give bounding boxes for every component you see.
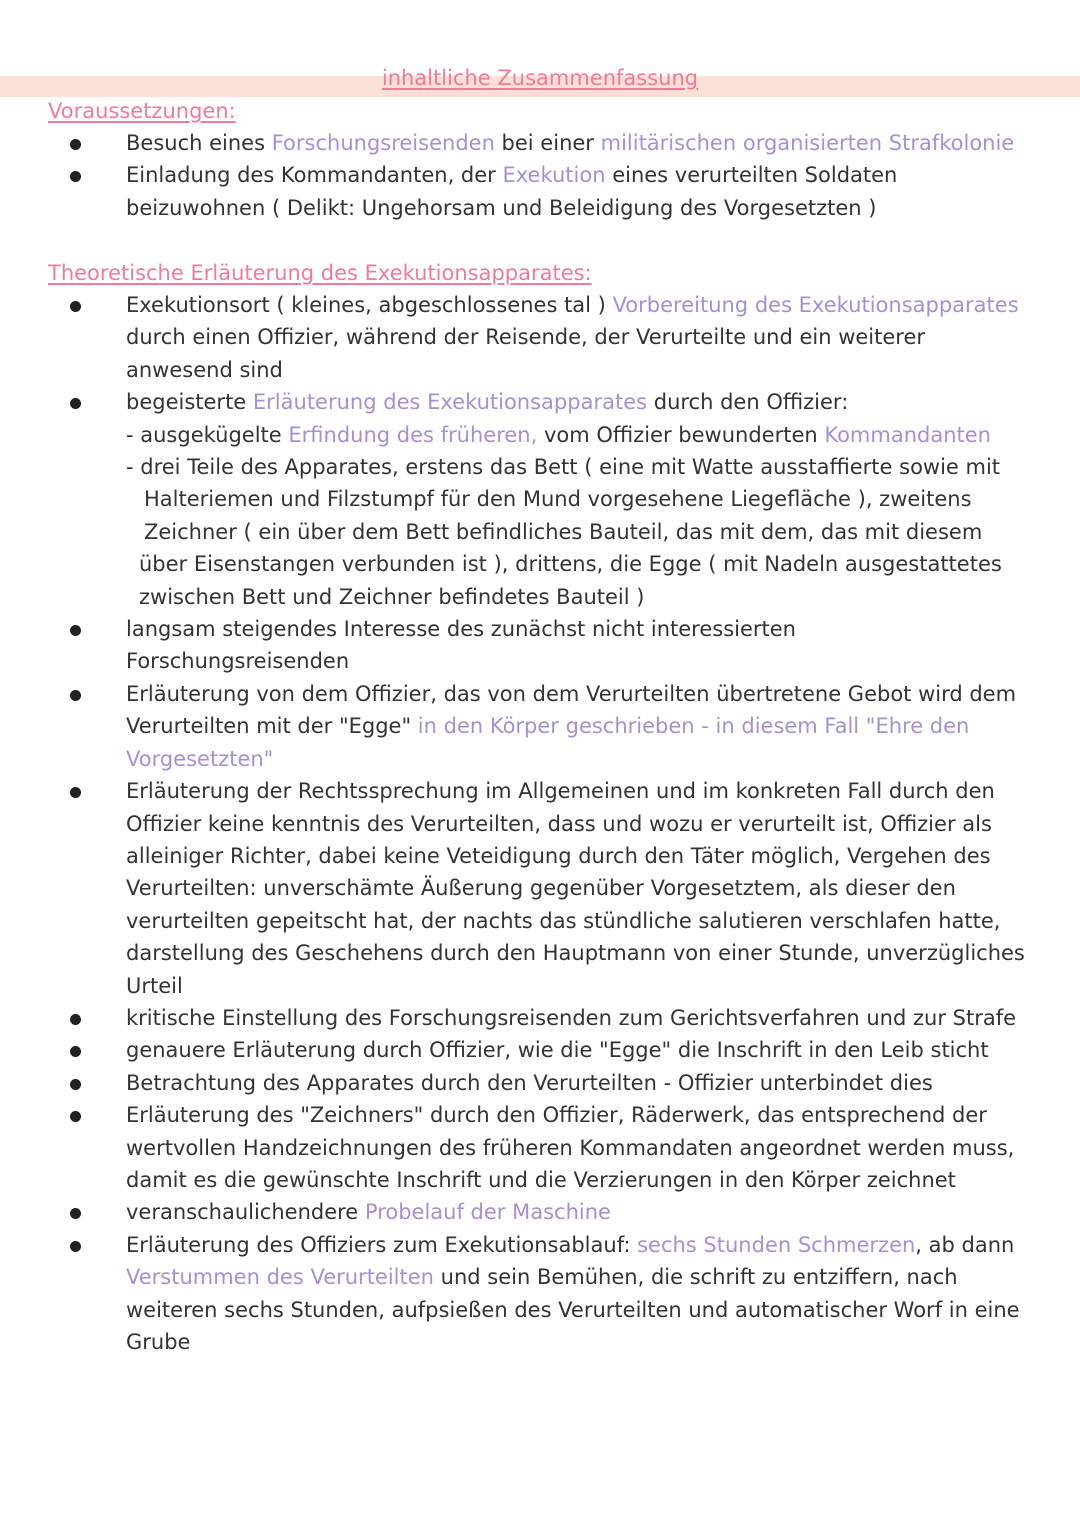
- text-segment: kritische Einstellung des Forschungsreisenden zum Gerichtsverfahren und zur Strafe: [126, 1005, 1017, 1030]
- text-segment: verurteilten gepeitscht hat, der nachts das stündliche salutieren verschlafen hatte,: [126, 908, 1001, 933]
- text-line: [126, 192, 1026, 224]
- text-segment: und sein Bemühen, die schrift zu entziffern, nach: [433, 1265, 958, 1290]
- text-line: [126, 289, 1026, 321]
- text-line: [126, 1261, 1026, 1293]
- text-segment: weiteren sechs Stunden, aufpsießen des Verurteilten und automatischer Worf in eine: [126, 1297, 1020, 1322]
- bullet-icon: [70, 1046, 81, 1057]
- section-heading-voraussetzungen: Voraussetzungen:: [48, 99, 236, 123]
- list-item: [0, 127, 1026, 159]
- text-segment: Forschungsreisenden: [126, 649, 350, 674]
- highlighted-text: militärischen organisierten Strafkolonie: [600, 131, 1015, 155]
- text-segment: Verurteilten mit der "Egge": [126, 714, 418, 739]
- text-segment: darstellung des Geschehens durch den Hauptmann von einer Stunde, unverzügliches: [126, 941, 1025, 966]
- bullet-list-erlaeuterung: [0, 289, 1026, 1358]
- bullet-icon: [70, 139, 81, 150]
- text-line: [126, 1294, 1026, 1326]
- text-line: [126, 1067, 1026, 1099]
- text-line: [126, 775, 1026, 807]
- text-line: [126, 451, 1026, 483]
- list-item: [0, 678, 1026, 775]
- bullet-icon: [70, 690, 81, 701]
- list-item: [0, 775, 1026, 1002]
- text-line: [126, 386, 1026, 418]
- text-segment: durch einen Offizier, während der Reisende, der Verurteilte und ein weiterer: [126, 325, 926, 350]
- text-segment: Einladung des Kommandanten, der: [126, 163, 503, 188]
- highlighted-text: Exekution: [502, 163, 606, 188]
- bullet-icon: [70, 398, 81, 409]
- text-segment: alleiniger Richter, dabei keine Veteidigung durch den Täter möglich, Vergehen des: [126, 843, 991, 868]
- bullet-icon: [70, 1014, 81, 1025]
- text-line: [126, 581, 1026, 613]
- text-segment: langsam steigendes Interesse des zunächst nicht interessierten: [126, 617, 796, 642]
- text-line: [126, 1034, 1026, 1066]
- text-segment: Erläuterung der Rechtssprechung im Allgemeinen und im konkreten Fall durch den: [126, 779, 995, 804]
- list-item: [0, 1002, 1026, 1034]
- highlighted-text: Erläuterung des Exekutionsapparates: [252, 390, 648, 415]
- section-heading-theoretische-erlaeuterung: Theoretische Erläuterung des Exekutionsapparates:: [48, 261, 592, 285]
- text-line: [126, 678, 1026, 710]
- text-segment: Grube: [126, 1330, 191, 1354]
- text-line: [126, 1099, 1026, 1131]
- text-line: [126, 808, 1026, 840]
- list-item: [0, 1099, 1026, 1196]
- text-segment: Erläuterung des Offiziers zum Exekutionsablauf:: [126, 1232, 638, 1257]
- bullet-icon: [70, 301, 81, 312]
- text-line: [126, 872, 1026, 904]
- page-title: inhaltliche Zusammenfassung: [381, 66, 699, 90]
- highlighted-text: Vorbereitung des Exekutionsapparates: [612, 293, 1019, 317]
- list-item: [0, 386, 1026, 613]
- text-line: [126, 613, 1026, 645]
- text-line: [126, 419, 1026, 451]
- text-segment: Zeichner ( ein über dem Bett befindliches Bauteil, das mit dem, das mit diesem: [144, 519, 983, 544]
- bullet-icon: [70, 787, 81, 798]
- highlighted-text: Probelauf der Maschine: [364, 1200, 611, 1225]
- text-segment: Betrachtung des Apparates durch den Verurteilten - Offizier unterbindet dies: [126, 1070, 933, 1095]
- text-line: [126, 1229, 1026, 1261]
- list-item: [0, 159, 1026, 224]
- text-segment: wertvollen Handzeichnungen des früheren Kommandaten angeordnet werden muss,: [126, 1135, 1015, 1160]
- bullet-icon: [70, 171, 81, 182]
- list-item: [0, 1229, 1026, 1359]
- highlighted-text: Vorgesetzten": [126, 746, 274, 771]
- text-segment: begeisterte: [126, 390, 253, 415]
- text-line: [126, 970, 1026, 1002]
- text-line: [126, 159, 1026, 191]
- text-segment: genauere Erläuterung durch Offizier, wie die "Egge" die Inschrift in den Leib sticht: [126, 1038, 989, 1063]
- text-segment: eines verurteilten Soldaten: [605, 163, 898, 188]
- text-segment: Urteil: [126, 973, 183, 998]
- list-item: [0, 289, 1026, 386]
- text-line: [126, 937, 1026, 969]
- text-segment: bei einer: [494, 131, 601, 155]
- bullet-list-voraussetzungen: [0, 127, 1026, 224]
- text-line: [126, 840, 1026, 872]
- list-item: [0, 1067, 1026, 1099]
- text-segment: Erläuterung von dem Offizier, das von dem Verurteilten übertretene Gebot wird dem: [126, 681, 1017, 706]
- text-segment: Erläuterung des "Zeichners" durch den Offizier, Räderwerk, das entsprechend der: [126, 1103, 987, 1128]
- highlighted-text: Erfindung des früheren,: [288, 422, 538, 447]
- text-segment: zwischen Bett und Zeichner befindetes Bauteil ): [139, 584, 645, 609]
- text-segment: Besuch eines: [126, 131, 272, 155]
- text-line: [126, 645, 1026, 677]
- text-segment: durch den Offizier:: [647, 390, 849, 415]
- bullet-icon: [70, 1079, 81, 1090]
- text-line: [126, 354, 1026, 386]
- text-segment: - ausgekügelte: [126, 422, 289, 447]
- text-line: [126, 1196, 1026, 1228]
- list-item: [0, 1034, 1026, 1066]
- list-item: [0, 1196, 1026, 1228]
- text-line: [126, 127, 1026, 159]
- text-line: [126, 1326, 1026, 1358]
- text-segment: , ab dann: [915, 1232, 1015, 1257]
- text-line: [126, 1164, 1026, 1196]
- text-line: [126, 483, 1026, 515]
- text-segment: über Eisenstangen verbunden ist ), drittens, die Egge ( mit Nadeln ausgestattetes: [139, 552, 1002, 577]
- highlighted-text: Kommandanten: [824, 422, 991, 447]
- text-segment: Offizier keine kenntnis des Verurteilten, dass und wozu er verurteilt ist, Offizier als: [126, 811, 992, 836]
- highlighted-text: sechs Stunden Schmerzen: [637, 1232, 916, 1257]
- text-segment: Halteriemen und Filzstumpf für den Mund vorgesehene Liegefläche ), zweitens: [144, 487, 972, 512]
- bullet-icon: [70, 625, 81, 636]
- text-segment: - drei Teile des Apparates, erstens das Bett ( eine mit Watte ausstaffierte sowie mit: [126, 455, 1001, 480]
- text-segment: anwesend sind: [126, 357, 283, 382]
- bullet-icon: [70, 1241, 81, 1252]
- bullet-icon: [70, 1208, 81, 1219]
- text-line: [126, 516, 1026, 548]
- text-line: [126, 548, 1026, 580]
- text-line: [126, 905, 1026, 937]
- text-segment: beizuwohnen ( Delikt: Ungehorsam und Beleidigung des Vorgesetzten ): [126, 195, 877, 220]
- text-line: [126, 1132, 1026, 1164]
- text-segment: damit es die gewünschte Inschrift und die Verzierungen in den Körper zeichnet: [126, 1167, 956, 1192]
- text-line: [126, 321, 1026, 353]
- text-segment: Exekutionsort ( kleines, abgeschlossenes tal ): [126, 293, 613, 317]
- text-segment: Verurteilten: unverschämte Äußerung gegenüber Vorgesetztem, als dieser den: [126, 876, 956, 901]
- bullet-icon: [70, 1111, 81, 1122]
- highlighted-text: Verstummen des Verurteilten: [126, 1265, 434, 1290]
- text-line: [126, 1002, 1026, 1034]
- text-segment: vom Offizier bewunderten: [537, 422, 825, 447]
- highlighted-text: Forschungsreisenden: [271, 131, 495, 155]
- text-segment: veranschaulichendere: [126, 1200, 365, 1225]
- list-item: [0, 613, 1026, 678]
- highlighted-text: in den Körper geschrieben - in diesem Fall "Ehre den: [417, 714, 970, 739]
- text-line: [126, 743, 1026, 775]
- text-line: [126, 710, 1026, 742]
